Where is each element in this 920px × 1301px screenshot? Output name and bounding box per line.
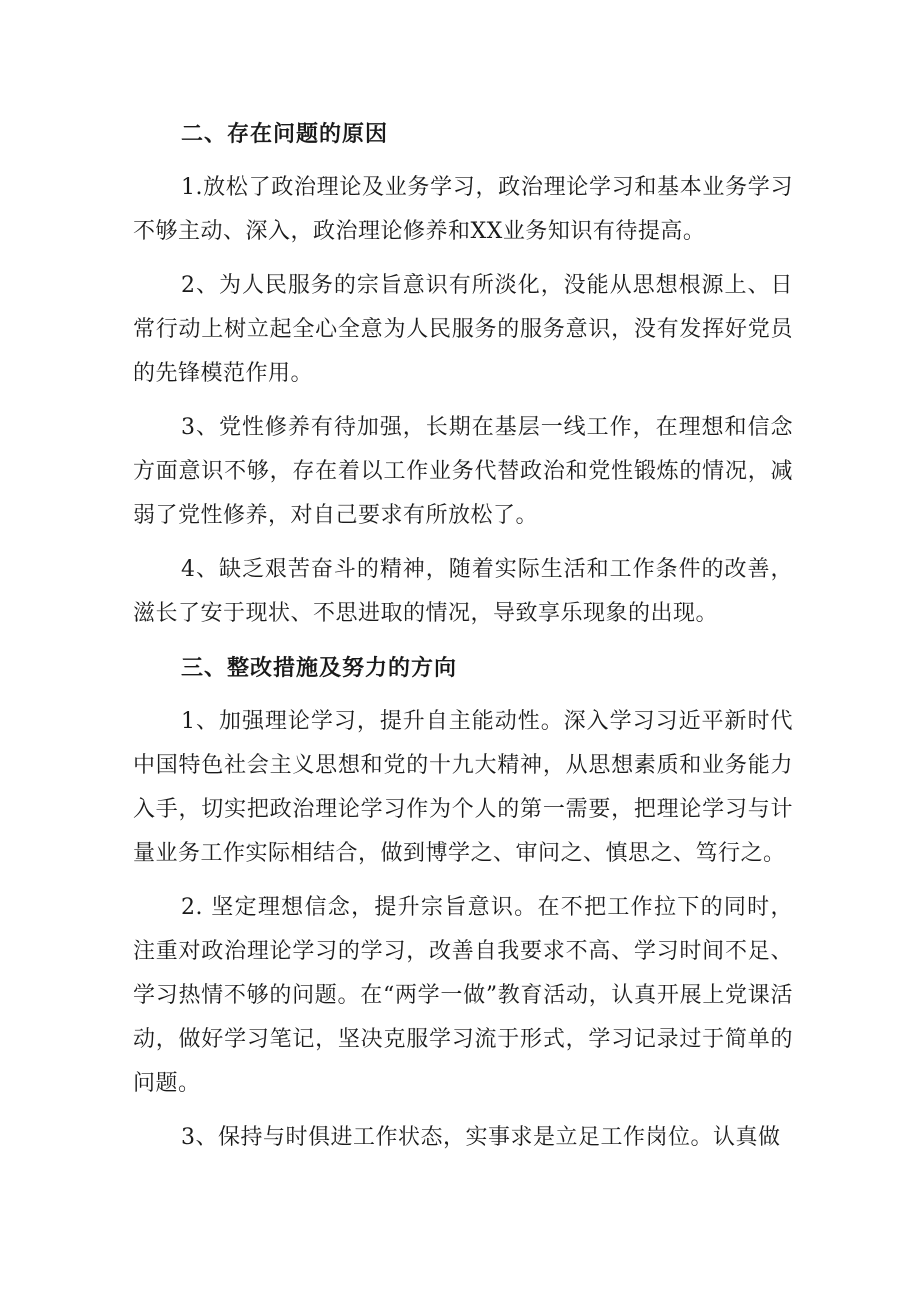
paragraph: 4、缺乏艰苦奋斗的精神，随着实际生活和工作条件的改善，滋长了安于现状、不思进取的情况，导致享乐现象的出现。 bbox=[133, 557, 793, 626]
paragraph: 1、加强理论学习，提升自主能动性。深入学习习近平新时代中国特色社会主义思想和党的十九大精神，从思想素质和业务能力入手，切实把政治理论学习作为个人的第一需要，把理论学习与计量业务工作实际相结合，做到博学之、审问之、慎思之、笃行之。 bbox=[133, 709, 793, 866]
document-body bbox=[133, 112, 793, 1170]
paragraph: 2、为人民服务的宗旨意识有所淡化，没能从思想根源上、日常行动上树立起全心全意为人民服务的服务意识，没有发挥好党员的先锋模范作用。 bbox=[133, 273, 793, 386]
section-heading-causes: 二、存在问题的原因 bbox=[181, 121, 389, 147]
section-heading-measures: 三、整改措施及努力的方向 bbox=[181, 655, 458, 681]
paragraph: 1.放松了政治理论及业务学习，政治理论学习和基本业务学习不够主动、深入，政治理论修养和XX业务知识有待提高。 bbox=[133, 175, 793, 244]
paragraph: 3、保持与时俱进工作状态，实事求是立足工作岗位。认真做 bbox=[181, 1125, 781, 1150]
paragraph: 2. 坚定理想信念，提升宗旨意识。在不把工作拉下的同时，注重对政治理论学习的学习，改善自我要求不高、学习时间不足、学习热情不够的问题。在“两学一做”教育活动，认真开展上党课活动，做好学习笔记，坚决克服学习流于形式，学习记录过于简单的问题。 bbox=[133, 895, 793, 1096]
paragraph: 3、党性修养有待加强，长期在基层一线工作，在理想和信念方面意识不够，存在着以工作业务代替政治和党性锻炼的情况，减弱了党性修养，对自己要求有所放松了。 bbox=[133, 415, 793, 528]
